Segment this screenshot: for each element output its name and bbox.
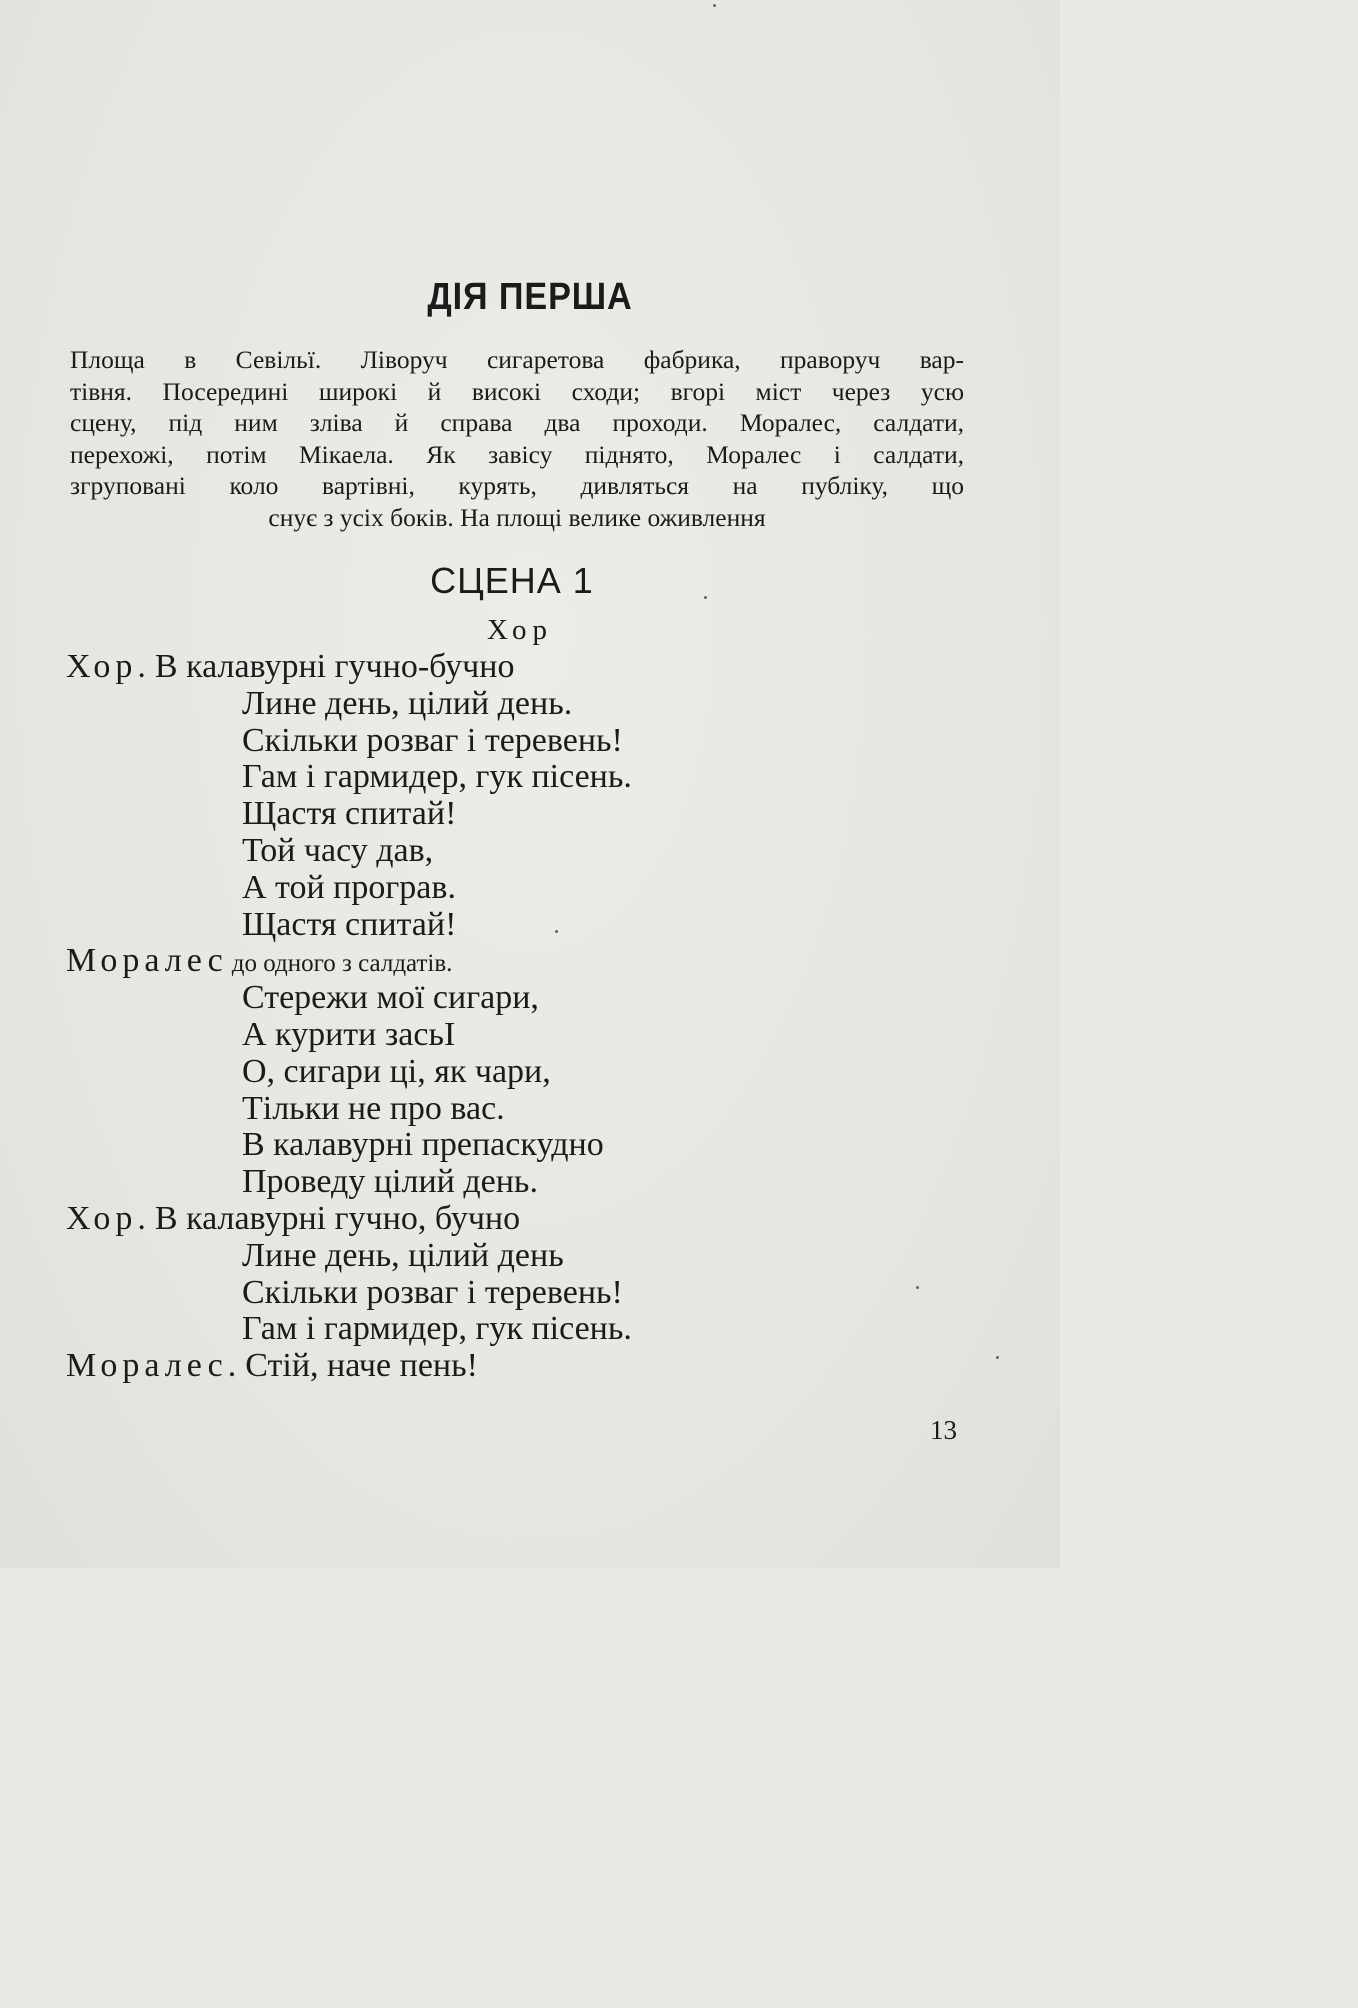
paper-speck (555, 930, 558, 933)
verse-line (66, 1348, 966, 1385)
verse-line (66, 723, 966, 760)
verse-line (66, 1164, 966, 1201)
verse-text: Тільки не про вас. (242, 1089, 505, 1127)
verse-text: Скільки розваг і теревень! (242, 721, 623, 759)
speaker-name: Моралес (66, 942, 228, 980)
verse-text: А той програв. (242, 868, 456, 906)
verse-line (66, 980, 966, 1017)
verse-line (66, 796, 966, 833)
verse-text: В калавурні гучно, бучно (154, 1199, 521, 1237)
scene-title: СЦЕНА 1 (430, 560, 594, 601)
verse-line (66, 1201, 966, 1238)
verse-line (66, 649, 966, 686)
stage-direction-line: сцену, під ним зліва й справа два проходи. Моралес, салдати, (70, 408, 964, 437)
page-number: 13 (930, 1415, 957, 1445)
verse-line (66, 1091, 966, 1128)
verse-block (66, 649, 966, 1385)
speaker-name: Моралес. (66, 1347, 242, 1385)
stage-direction-line: тівня. Посередині широкі й високі сходи; вгорі міст через усю (70, 376, 964, 406)
verse-line (66, 1275, 966, 1312)
act-title: ДІЯ ПЕРША (427, 276, 633, 318)
verse-text: В калавурні препаскудно (242, 1126, 604, 1164)
verse-text: Гам і гармидер, гук пісень. (242, 758, 632, 796)
verse-text: Стій, наче пень! (245, 1347, 478, 1385)
verse-text: Гам і гармидер, гук пісень. (242, 1310, 632, 1348)
verse-line (66, 1017, 966, 1054)
verse-text: О, сигари ці, як чари, (242, 1052, 551, 1090)
verse-text: Лине день, цілий день. (242, 684, 573, 722)
verse-line (66, 907, 966, 944)
verse-line (66, 686, 966, 723)
verse-line (66, 1311, 966, 1348)
verse-text: Щастя спитай! (242, 905, 457, 943)
verse-line (66, 1054, 966, 1091)
verse-line (66, 1238, 966, 1275)
verse-text: Проведу цілий день. (242, 1163, 538, 1201)
verse-text: Стережи мої сигари, (242, 979, 539, 1017)
verse-text: А курити засьІ (242, 1015, 456, 1053)
stage-direction (70, 344, 964, 533)
verse-text: Той часу дав, (242, 831, 434, 869)
paper-speck (704, 596, 707, 599)
stage-direction-line: згруповані коло вартівні, курять, дивляться на публіку, що (70, 471, 964, 500)
verse-line (66, 1127, 966, 1164)
speaker-name: Хор. (66, 1199, 151, 1237)
verse-text: Лине день, цілий день (242, 1236, 564, 1274)
verse-line (66, 759, 966, 796)
verse-line (66, 833, 966, 870)
stage-direction-line: Площа в Севільї. Ліворуч сигаретова фабрика, праворуч вар- (70, 345, 964, 374)
stage-direction-line: снує з усіх боків. На площі велике оживлення (268, 502, 766, 532)
verse-line (66, 943, 966, 980)
verse-text: В калавурні гучно-бучно (154, 648, 515, 685)
paper-speck (713, 4, 716, 7)
verse-line (66, 870, 966, 907)
paper-speck (916, 1286, 919, 1289)
speaker-name: Хор. (66, 648, 151, 685)
stage-remark: до одного з салдатів. (231, 950, 453, 978)
scene-subtitle: Хор (486, 614, 554, 646)
verse-text: Скільки розваг і теревень! (242, 1273, 623, 1311)
verse-text: Щастя спитай! (242, 795, 457, 833)
paper-speck (996, 1356, 999, 1359)
stage-direction-line: перехожі, потім Мікаела. Як завісу піднято, Моралес і салдати, (70, 439, 964, 469)
